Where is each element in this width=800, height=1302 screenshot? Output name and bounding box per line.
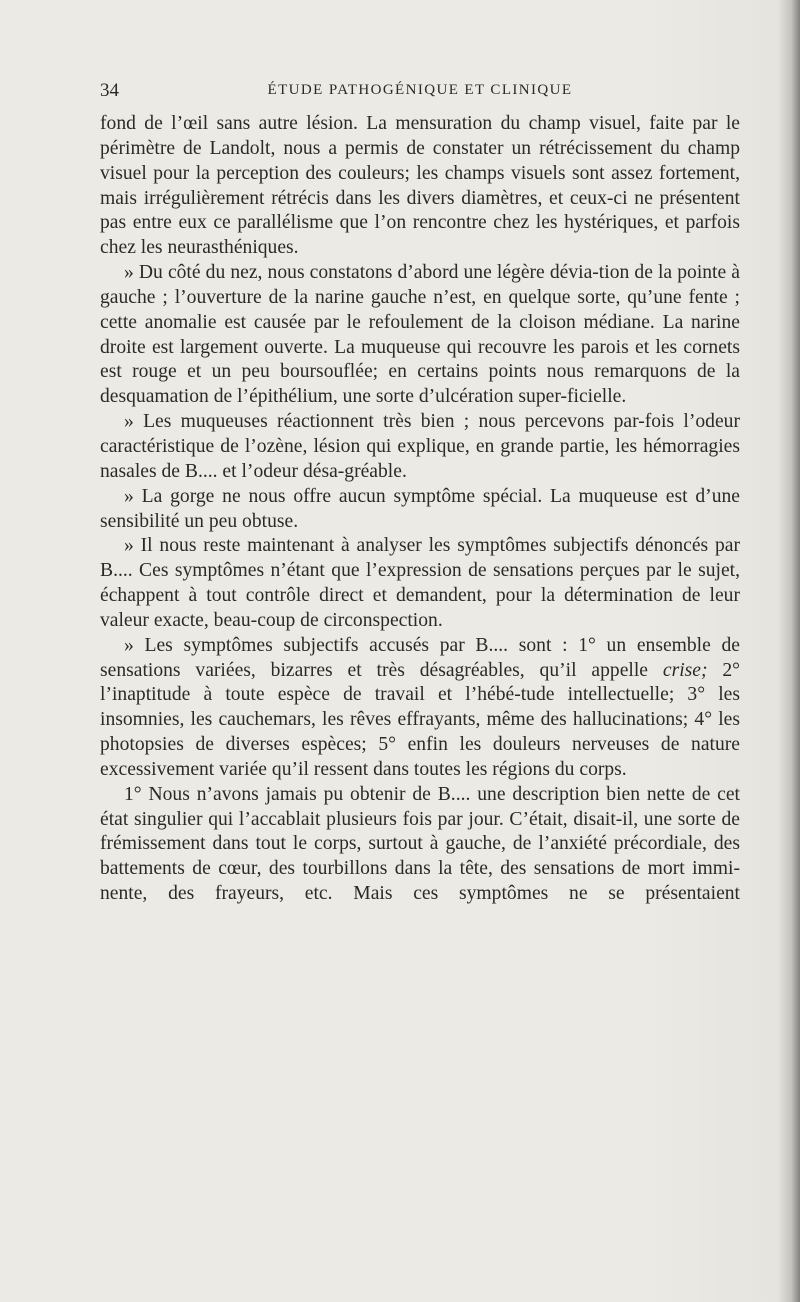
paragraph-7: 1° Nous n’avons jamais pu obtenir de B.... une description bien nette de cet état singulier qui l’accablait plusieurs fois par jour. C’était, disait-il, une sorte de frémissement dans tout le corps, surtout à gauche, de l’anxiété précordiale, des battements de cœur, des tourbillons dans la tête, des sensations de mort immi-nente, des frayeurs, etc. Mais ces symptômes ne se présentaient (100, 783, 740, 905)
paragraph-5: » Il nous reste maintenant à analyser les symptômes subjectifs dénoncés par B.... Ces symptômes n’étant que l’expression de sensations perçues par le sujet, échappent à tout contrôle direct et demandent, pour la détermination de leur valeur exacte, beau-coup de circonspection. (100, 535, 740, 631)
paragraph-6 (100, 634, 740, 783)
paragraph-6-italic-crise: crise; (662, 659, 708, 681)
paragraph-1: fond de l’œil sans autre lésion. La mensuration du champ visuel, faite par le périmètre de Landolt, nous a permis de constater un rétrécissement du champ visuel pour la perception des couleurs; les champs visuels sont assez fortement, mais irrégulièrement rétrécis dans les divers diamètres, et ceux-ci ne présentent pas entre eux ce parallélisme que l’on rencontre chez les hystériques, et parfois chez les neurasthéniques. (100, 113, 740, 259)
body-text (100, 112, 740, 907)
page-number: 34 (100, 80, 119, 101)
paragraph-6-end: 2° l’inaptitude à toute espèce de travail et l’hébé-tude intellectuelle; 3° les insomnies, les cauchemars, les rêves effrayants, même des hallucinations; 4° les photopsies de diverses espèces; 5° enfin les douleurs nerveuses de nature excessivement variée qu’il ressent dans toutes les régions du corps. (100, 659, 740, 780)
page-header (100, 66, 740, 106)
running-title: ÉTUDE PATHOGÉNIQUE ET CLINIQUE (267, 82, 573, 98)
paragraph-2: » Du côté du nez, nous constatons d’abord une légère dévia-tion de la pointe à gauche ; l’ouverture de la narine gauche n’est, en quelque sorte, qu’une fente ; cette anomalie est causée par le refoulement de la cloison médiane. La narine droite est largement ouverte. La muqueuse qui recouvre les parois et les cornets est rouge et un peu boursouflée; en certains points nous remarquons de la desquamation de l’épithélium, une sorte d’ulcération super-ficielle. (100, 262, 740, 408)
paragraph-6-start: » Les symptômes subjectifs accusés par B.... sont : 1° un ensemble de sensations variées, bizarres et très désagréables, qu’il appelle (100, 634, 740, 681)
paragraph-4: » La gorge ne nous offre aucun symptôme spécial. La muqueuse est d’une sensibilité un peu obtuse. (100, 485, 740, 532)
paragraph-3: » Les muqueuses réactionnent très bien ; nous percevons par-fois l’odeur caractéristique de l’ozène, lésion qui explique, en grande partie, les hémorragies nasales de B.... et l’odeur désa-gréable. (100, 411, 740, 482)
page-edge-shadow (778, 0, 800, 1302)
